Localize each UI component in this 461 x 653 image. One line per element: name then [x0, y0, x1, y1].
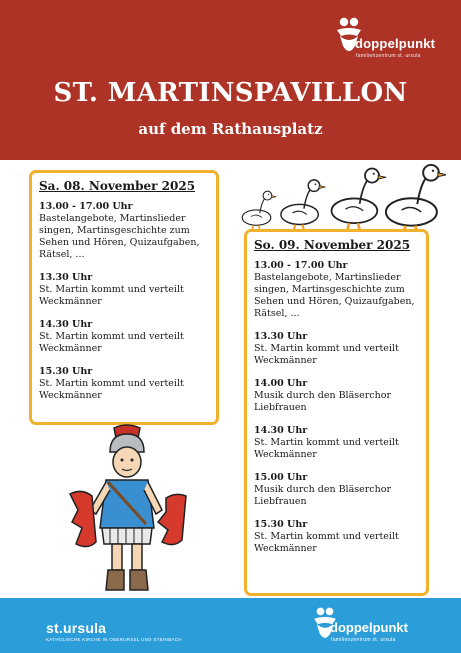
list-item — [254, 260, 426, 320]
entry-text: St. Martin kommt und verteilt Weckmänner — [39, 378, 184, 401]
page-title: ST. MARTINSPAVILLON — [53, 78, 408, 108]
list-item — [254, 472, 426, 508]
entry-time: 15.00 Uhr — [254, 472, 308, 483]
st-ursula-tagline: KATHOLISCHE KIRCHE IN OBERURSEL UND STEINBACH — [46, 637, 182, 642]
entry-text: Bastelangebote, Martinslieder singen, Martinsgeschichte zum Sehen und Hören, Quizaufgaben, Rätsel, ... — [39, 213, 200, 260]
entry-time: 13.30 Uhr — [254, 331, 308, 342]
st-martin-child-figure — [62, 424, 192, 596]
entry-time: 14.00 Uhr — [254, 378, 308, 389]
entry-text: Musik durch den Bläserchor Liebfrauen — [254, 484, 391, 507]
brand-logo[interactable] — [335, 16, 445, 62]
footer-brand-tagline: familienzentrum st. ursula — [331, 637, 396, 643]
brand-name: doppelpunkt — [355, 36, 436, 51]
entry-text: St. Martin kommt und verteilt Weckmänner — [254, 437, 399, 460]
saturday-day-title: Sa. 08. November 2025 — [39, 179, 196, 193]
entry-text: St. Martin kommt und verteilt Weckmänner — [39, 284, 184, 307]
entry-time: 13.00 - 17.00 Uhr — [39, 201, 133, 212]
entry-text: St. Martin kommt und verteilt Weckmänner — [254, 343, 399, 366]
footer-band — [0, 598, 461, 653]
entry-time: 13.30 Uhr — [39, 272, 93, 283]
entry-time: 13.00 - 17.00 Uhr — [254, 260, 348, 271]
entry-text: St. Martin kommt und verteilt Weckmänner — [254, 531, 399, 554]
header-band — [0, 0, 461, 160]
sunday-day-title: So. 09. November 2025 — [254, 238, 411, 252]
footer-brand-logo[interactable] — [312, 600, 442, 650]
brand-tagline: familienzentrum st. ursula — [356, 53, 421, 59]
list-item — [254, 425, 426, 461]
duck-icon — [281, 180, 326, 230]
entry-text: St. Martin kommt und verteilt Weckmänner — [39, 331, 184, 354]
st-ursula-name: st.ursula — [46, 620, 107, 636]
entry-time: 15.30 Uhr — [254, 519, 308, 530]
list-item — [39, 366, 216, 402]
sunday-schedule — [244, 229, 429, 596]
list-item — [39, 272, 216, 308]
duck-icon — [386, 165, 446, 234]
entry-text: Musik durch den Bläserchor Liebfrauen — [254, 390, 391, 413]
entry-time: 14.30 Uhr — [254, 425, 308, 436]
footer-brand-name: doppelpunkt — [330, 620, 408, 635]
list-item — [39, 201, 216, 261]
entry-text: Bastelangebote, Martinslieder singen, Martinsgeschichte zum Sehen und Hören, Quizaufgaben, Rätsel, ... — [254, 272, 415, 319]
page-subtitle: auf dem Rathausplatz — [138, 120, 323, 138]
list-item — [39, 319, 216, 355]
duck-icon — [332, 169, 387, 231]
saturday-schedule — [29, 170, 219, 425]
entry-time: 14.30 Uhr — [39, 319, 93, 330]
entry-time: 15.30 Uhr — [39, 366, 93, 377]
duck-icon — [242, 191, 276, 230]
st-ursula-logo[interactable] — [46, 620, 182, 642]
list-item — [254, 378, 426, 414]
list-item — [254, 331, 426, 367]
list-item — [254, 519, 426, 555]
ducks-illustration — [236, 163, 446, 235]
